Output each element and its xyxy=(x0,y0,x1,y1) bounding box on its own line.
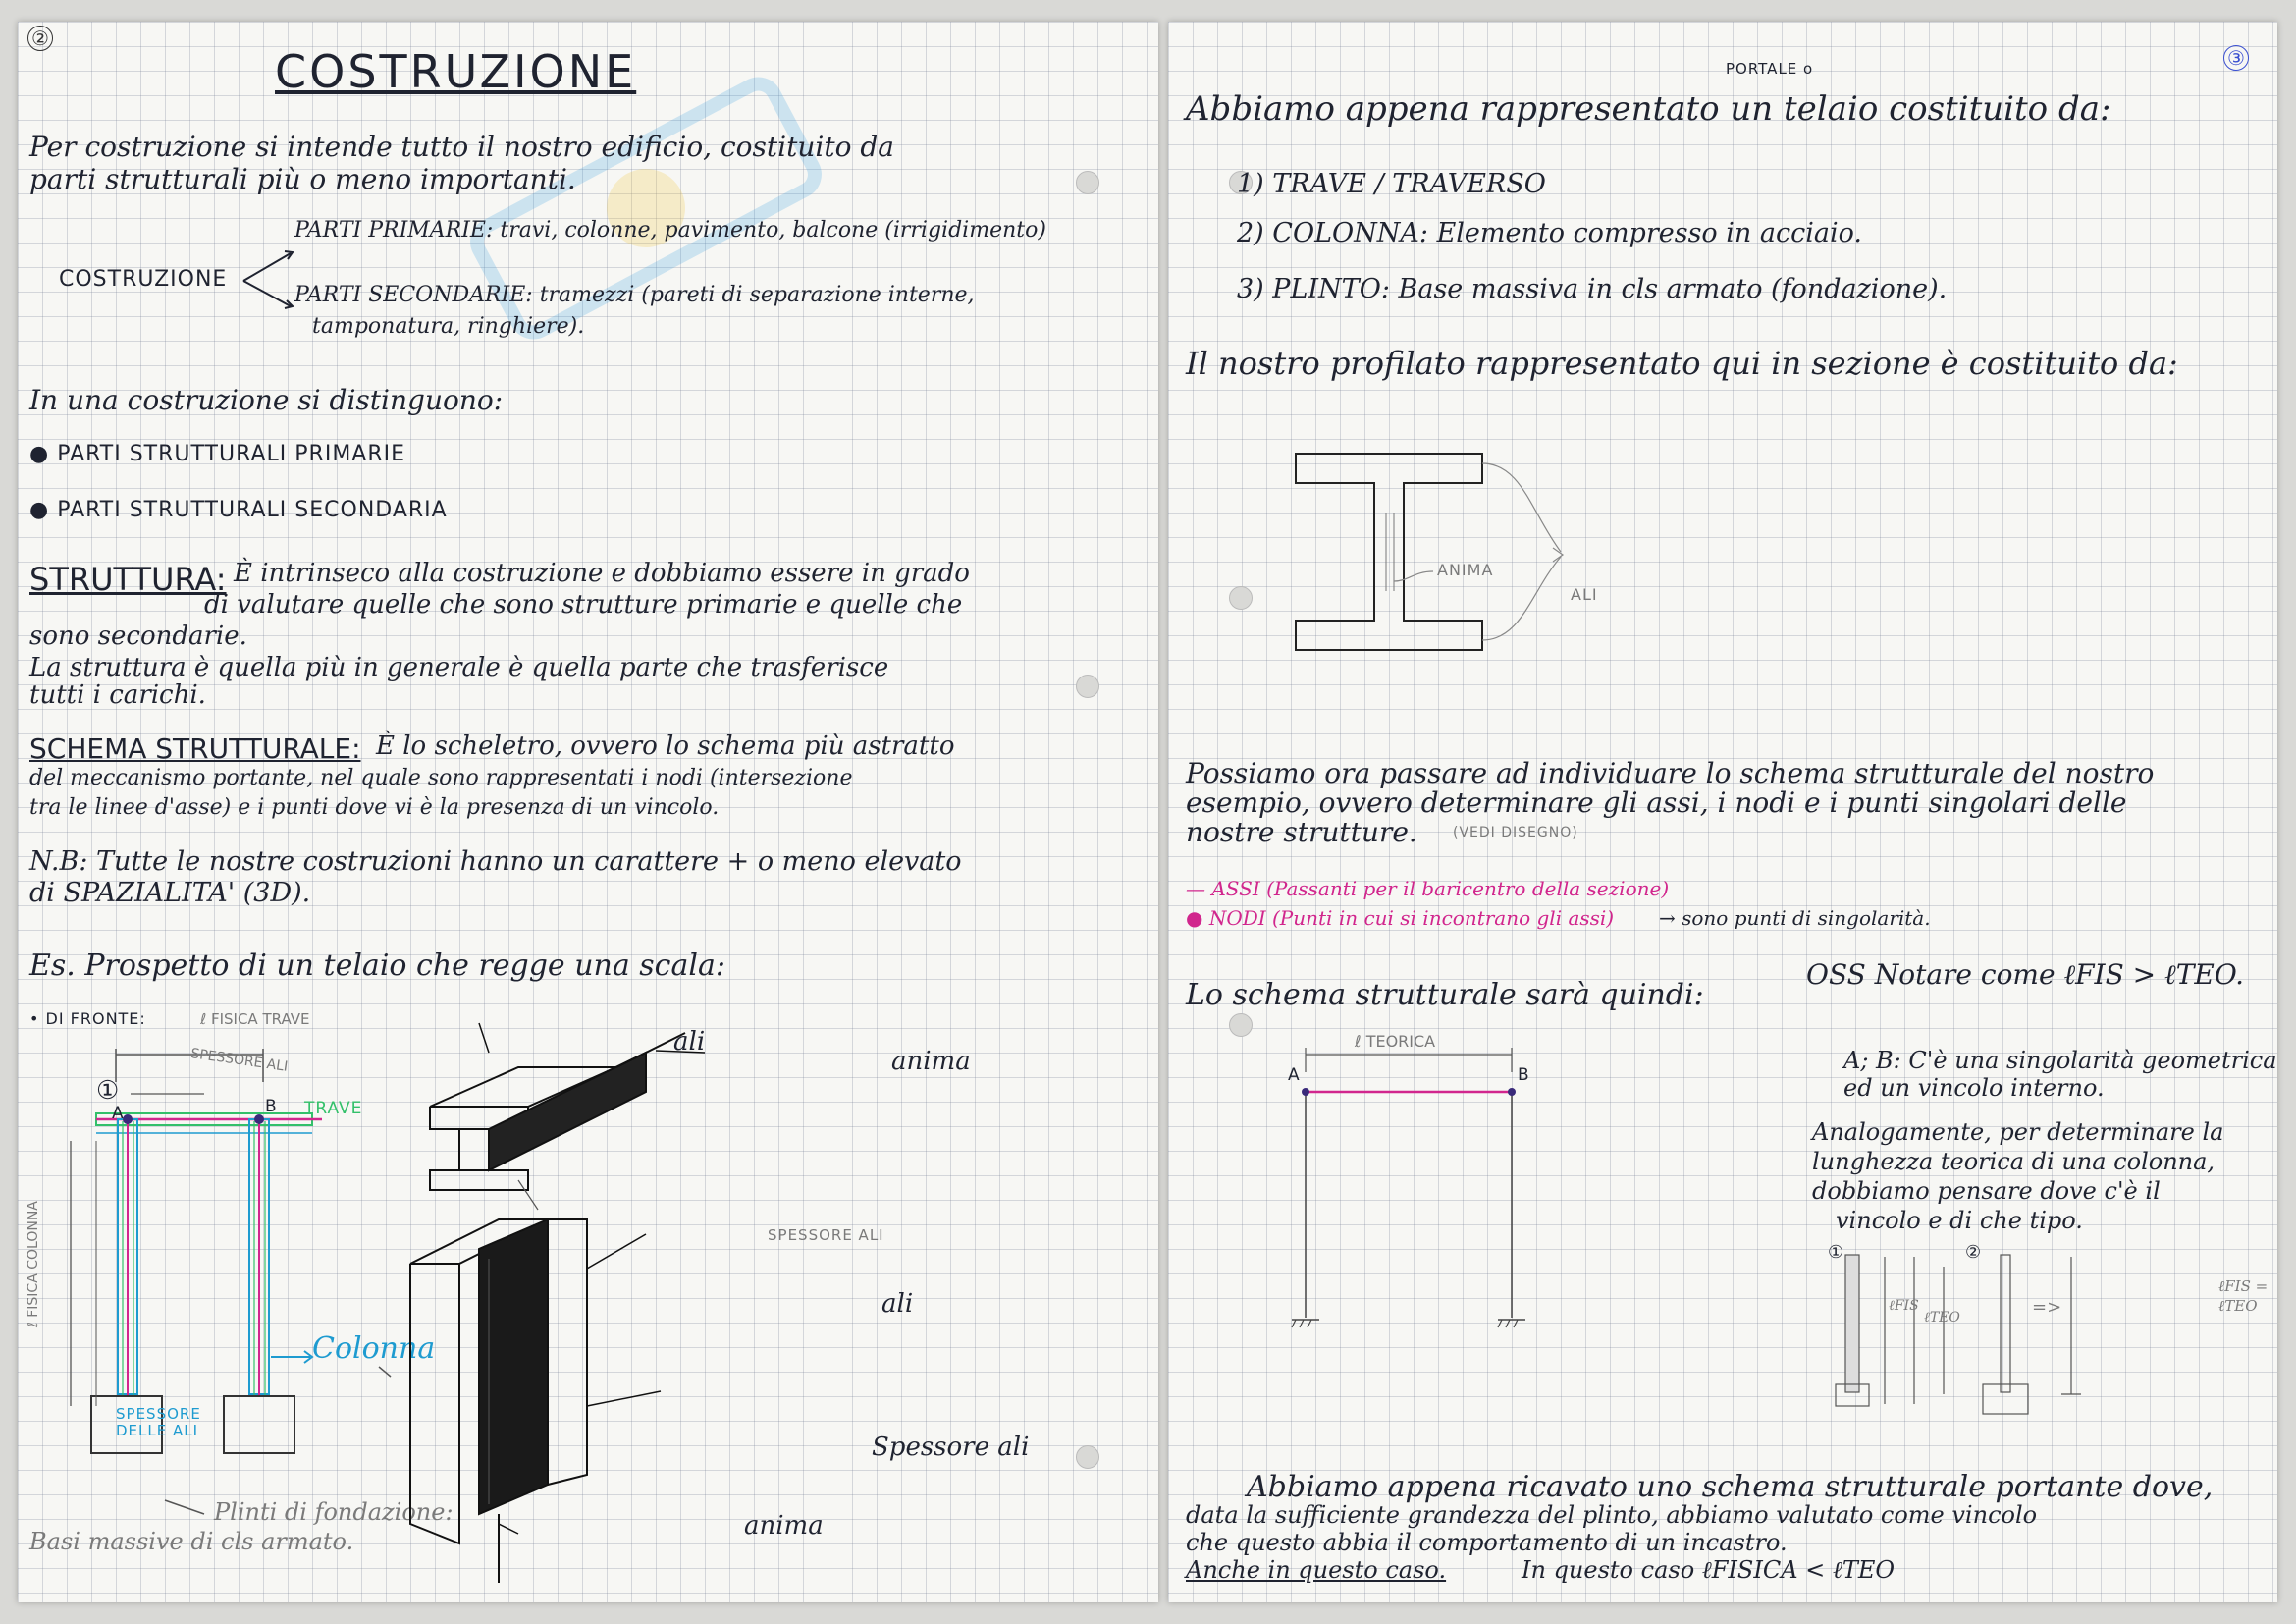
intro-line-1: Per costruzione si intende tutto il nostro edificio, costituito da xyxy=(29,131,894,163)
diagram-secondary-line-1: PARTI SECONDARIE: tramezzi (pareti di separazione interne, xyxy=(294,283,975,307)
schema-heading: SCHEMA STRUTTURALE: xyxy=(29,732,361,765)
analog-line-1: Analogamente, per determinare la xyxy=(1812,1118,2224,1146)
label-anima: ANIMA xyxy=(1437,561,1494,579)
legend-nodi-note: → sono punti di singolarità. xyxy=(1659,906,1931,930)
profile-intro: Il nostro profilato rappresentato qui in sezione è costituito da: xyxy=(1186,345,2178,382)
label-ali: ALI xyxy=(1571,585,1598,604)
frame-intro: Abbiamo appena rappresentato un telaio costituito da: xyxy=(1186,89,2111,129)
para-line-2: esempio, ovvero determinare gli assi, i nodi e i punti singolari delle xyxy=(1186,786,2127,819)
binder-hole xyxy=(1076,1445,1099,1469)
watermark-seal xyxy=(440,61,852,355)
label-plinti-line-1: Plinti di fondazione: xyxy=(214,1498,454,1526)
para-line-1: Possiamo ora passare ad individuare lo schema strutturale del nostro xyxy=(1186,757,2155,789)
diagram-root: COSTRUZIONE xyxy=(59,267,228,292)
bullet-primary-label: PARTI STRUTTURALI PRIMARIE xyxy=(57,442,406,466)
legend-assi: — ASSI (Passanti per il baricentro della sezione) xyxy=(1186,877,1670,900)
label-spessore-delle-ali: SPESSORE DELLE ALI xyxy=(116,1405,201,1440)
nb-line-2: di SPAZIALITA' (3D). xyxy=(29,878,311,908)
struttura-line-2: di valutare quelle che sono strutture primarie e quelle che xyxy=(204,590,963,620)
binder-hole xyxy=(1076,171,1099,194)
label-spessore-ali-3d: SPESSORE ALI xyxy=(768,1226,884,1244)
sketch-label-lteo: ℓTEO xyxy=(1924,1310,1960,1326)
label-ali-mid: ali xyxy=(881,1289,914,1319)
schema-point-a: A xyxy=(1288,1065,1301,1085)
schema-line-2: del meccanismo portante, nel quale sono rappresentati i nodi (intersezione xyxy=(29,766,853,790)
analog-line-2: lunghezza teorica di una colonna, xyxy=(1812,1148,2216,1175)
analog-line-4: vincolo e di che tipo. xyxy=(1836,1207,2083,1234)
schema-line-3: tra le linee d'asse) e i punti dove vi è la presenza di un vincolo. xyxy=(29,795,720,820)
structural-schema-drawing xyxy=(1296,1033,1551,1347)
label-ali-top: ali xyxy=(673,1027,706,1056)
label-trave: TRAVE xyxy=(304,1099,363,1118)
legend-nodi-text: NODI (Punti in cui si incontrano gli assi) xyxy=(1208,906,1615,930)
struttura-line-4: La struttura è quella più in generale è quella parte che trasferisce xyxy=(29,653,889,682)
diagram-primary: PARTI PRIMARIE: travi, colonne, pavimento, balcone (irrigidimento) xyxy=(294,218,1046,243)
binder-hole xyxy=(1229,1013,1253,1037)
binder-hole xyxy=(1229,586,1253,610)
sketch-label-lfis-eq: ℓFIS = xyxy=(2218,1277,2269,1295)
final-line-3: che questo abbia il comportamento di un incastro. xyxy=(1186,1529,1788,1556)
diagram-secondary-line-2: tamponatura, ringhiere). xyxy=(312,314,585,339)
binder-hole xyxy=(1076,675,1099,698)
page-title: COSTRUZIONE xyxy=(275,45,637,98)
bullet-primary: ● PARTI STRUTTURALI PRIMARIE xyxy=(29,442,406,466)
struttura-heading: STRUTTURA: xyxy=(29,561,227,598)
schema-point-b: B xyxy=(1518,1065,1530,1085)
label-spessore-ali: SPESSORE ALI xyxy=(189,1046,290,1075)
item-colonna: 2) COLONNA: Elemento compresso in acciaio. xyxy=(1237,218,1862,248)
label-colonna: Colonna xyxy=(312,1331,436,1366)
ab-note-line-1: A; B: C'è una singolarità geometrica xyxy=(1843,1047,2277,1074)
schema-quindi: Lo schema strutturale sarà quindi: xyxy=(1186,978,1704,1012)
item-trave: 1) TRAVE / TRAVERSO xyxy=(1237,169,1546,199)
final-line-4b: In questo caso ℓFISICA < ℓTEO xyxy=(1522,1556,1896,1584)
vedi-disegno: (VEDI DISEGNO) xyxy=(1453,825,1578,840)
label-point-a: A xyxy=(112,1104,125,1123)
struttura-line-3: sono secondarie. xyxy=(29,622,247,651)
page-number: ③ xyxy=(2223,45,2249,71)
page-number: ② xyxy=(27,26,53,51)
bullet-secondary-label: PARTI STRUTTURALI SECONDARIA xyxy=(57,498,448,522)
diagram-branch-arrows xyxy=(241,245,300,314)
label-plinti-line-2: Basi massive di cls armato. xyxy=(29,1528,354,1555)
column-length-sketch xyxy=(1816,1247,2268,1414)
final-line-1: Abbiamo appena ricavato uno schema strutturale portante dove, xyxy=(1247,1470,2214,1504)
sketch-arrow: => xyxy=(2032,1297,2062,1318)
sketch-label-lteo-eq: ℓTEO xyxy=(2218,1297,2258,1315)
label-anima-bottom: anima xyxy=(744,1511,824,1541)
label-spessore-ali-bottom: Spessore ali xyxy=(872,1433,1030,1462)
oss-note: OSS Notare come ℓFIS > ℓTEO. xyxy=(1806,958,2245,991)
front-view-label: • DI FRONTE: xyxy=(29,1009,146,1028)
label-l-teorica: ℓ TEORICA xyxy=(1355,1032,1436,1051)
label-anima-top: anima xyxy=(891,1047,971,1076)
label-l-fisica-colonna: ℓ FISICA COLONNA xyxy=(26,1201,41,1327)
sketch-label-one: ① xyxy=(1828,1242,1844,1263)
example-heading: Es. Prospetto di un telaio che regge una scala: xyxy=(29,948,725,983)
distinguish-text: In una costruzione si distinguono: xyxy=(29,384,504,416)
intro-line-2: parti strutturali più o meno importanti. xyxy=(29,163,576,195)
legend-nodi: ● NODI (Punti in cui si incontrano gli assi) xyxy=(1186,906,1615,930)
schema-line-1: È lo scheletro, ovvero lo schema più astratto xyxy=(376,731,955,761)
final-line-2: data la sufficiente grandezza del plinto, abbiamo valutato come vincolo xyxy=(1186,1501,2038,1529)
isometric-beam-column-sketch xyxy=(391,1013,1039,1602)
struttura-line-1: È intrinseco alla costruzione e dobbiamo essere in grado xyxy=(234,559,970,588)
sketch-label-two: ② xyxy=(1965,1242,1982,1263)
ab-note-line-2: ed un vincolo interno. xyxy=(1843,1074,2105,1102)
nb-line-1: N.B: Tutte le nostre costruzioni hanno un carattere + o meno elevato xyxy=(29,846,962,877)
analog-line-3: dobbiamo pensare dove c'è il xyxy=(1812,1177,2161,1205)
legend-assi-text: ASSI (Passanti per il baricentro della sezione) xyxy=(1211,877,1670,900)
label-point-b: B xyxy=(265,1097,278,1116)
label-node-one: ① xyxy=(96,1076,120,1106)
struttura-line-5: tutti i carichi. xyxy=(29,680,206,710)
sketch-label-lfis: ℓFIS xyxy=(1889,1298,1919,1314)
notebook-page-left xyxy=(18,22,1158,1602)
notebook-page-right xyxy=(1168,22,2277,1602)
note-portale: PORTALE o xyxy=(1726,60,1814,78)
bullet-secondary: ● PARTI STRUTTURALI SECONDARIA xyxy=(29,498,448,522)
label-l-fisica-trave: ℓ FISICA TRAVE xyxy=(200,1010,310,1028)
para-line-3: nostre strutture. xyxy=(1186,816,1417,848)
final-line-4a: Anche in questo caso. xyxy=(1186,1556,1447,1584)
item-plinto: 3) PLINTO: Base massiva in cls armato (fondazione). xyxy=(1237,274,1948,304)
